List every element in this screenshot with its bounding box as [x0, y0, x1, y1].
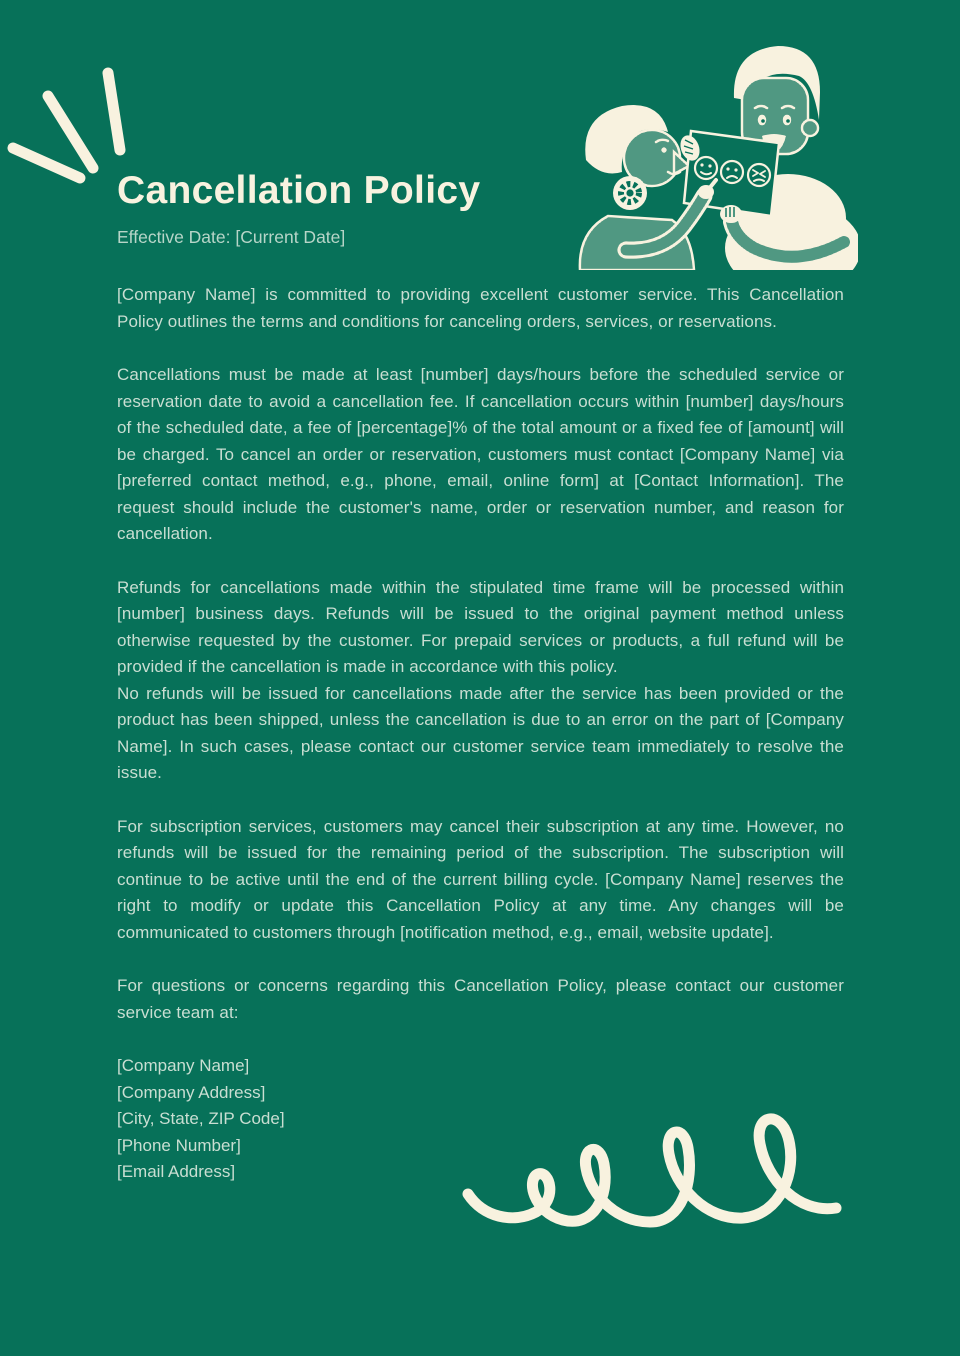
policy-document	[117, 168, 844, 1186]
contact-company-address: [Company Address]	[117, 1082, 266, 1102]
effective-date: Effective Date: [Current Date]	[117, 227, 346, 247]
paragraph-intro: [Company Name] is committed to providing excellent customer service. This Cancellation Policy outlines the terms and conditions for canceling orders, services, or reservations.	[117, 285, 844, 331]
paragraph-cancellation-terms: Cancellations must be made at least [number] days/hours before the scheduled service or reservation date to avoid a cancellation fee. If cancellation occurs within [number] days/hours of the scheduled date, a fee of [percentage]% of the total amount or a fixed fee of [amount] will be charged. To cancel an order or reservation, customers must contact [Company Name] via [preferred contact method, e.g., phone, email, online form] at [Contact Information]. The request should include the customer's name, order or reservation number, and reason for cancellation.	[117, 365, 844, 543]
contact-email-address: [Email Address]	[117, 1162, 236, 1181]
paragraph-contact-intro: For questions or concerns regarding this Cancellation Policy, please contact our customer service team at:	[117, 976, 844, 1022]
page-title: Cancellation Policy	[117, 169, 481, 212]
contact-phone-number: [Phone Number]	[117, 1135, 241, 1155]
contact-city-state-zip: [City, State, ZIP Code]	[117, 1109, 285, 1128]
paragraph-refunds: Refunds for cancellations made within the stipulated time frame will be processed within [number] business days. Refunds will be issued to the original payment method unless otherwise requested by the customer. For prepaid services or products, a full refund will be provided if the cancellation is made in accordance with this policy.	[117, 577, 844, 676]
paragraph-no-refunds: No refunds will be issued for cancellations made after the service has been provided or the product has been shipped, unless the cancellation is due to an error on the part of [Company Name]. In such cases, please contact our customer service team immediately to resolve the issue.	[117, 683, 844, 782]
squiggle-decoration-icon	[458, 1112, 858, 1252]
contact-company-name: [Company Name]	[117, 1056, 250, 1075]
paragraph-subscription: For subscription services, customers may cancel their subscription at any time. However, no refunds will be issued for the remaining period of the subscription. The subscription will continue to be active until the end of the current billing cycle. [Company Name] reserves the right to modify or update this Cancellation Policy at any time. Any changes will be communicated to customers through [notification method, e.g., email, website update].	[117, 816, 844, 942]
